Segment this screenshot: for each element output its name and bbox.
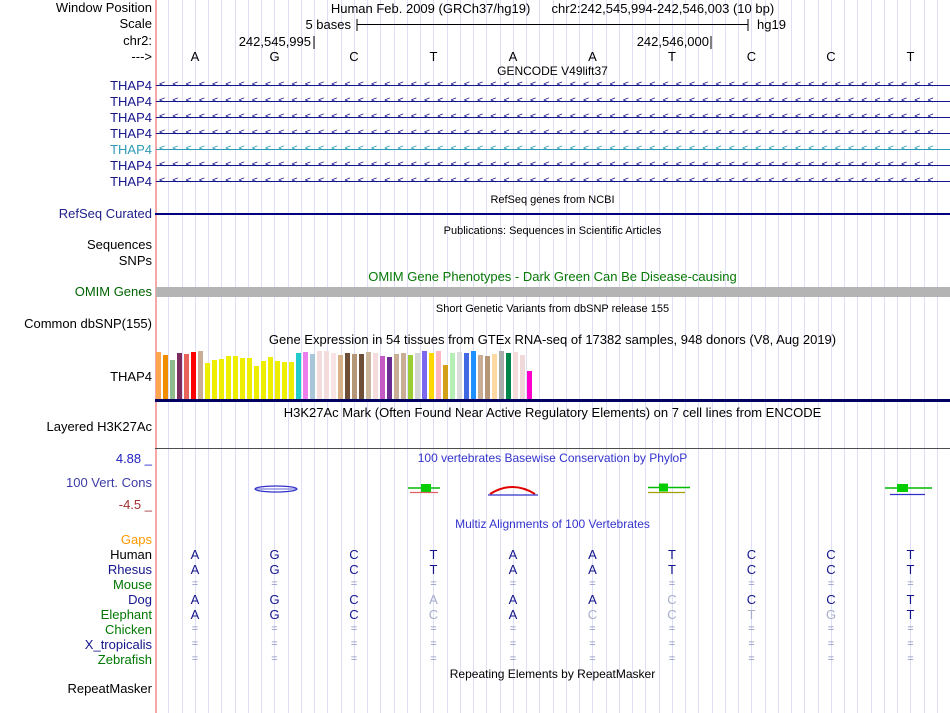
gencode-gene-label[interactable]: THAP4 <box>110 78 152 93</box>
alignment-base: C <box>667 607 677 622</box>
dbsnp-track-title[interactable]: Short Genetic Variants from dbSNP release 155 <box>435 303 670 315</box>
alignment-base: = <box>748 638 755 650</box>
alignment-base: = <box>430 653 437 665</box>
alignment-base: T <box>906 547 915 562</box>
reference-base: A <box>508 49 518 64</box>
alignment-base: = <box>589 623 596 635</box>
alignment-base: = <box>589 638 596 650</box>
alignment-base: A <box>190 547 200 562</box>
alignment-base: = <box>589 653 596 665</box>
alignment-base: A <box>508 592 518 607</box>
alignment-base: = <box>430 638 437 650</box>
alignment-base: A <box>588 547 597 562</box>
h3k27ac-track-title[interactable]: H3K27Ac Mark (Often Found Near Active Regulatory Elements) on 7 cell lines from ENCODE <box>283 405 822 420</box>
alignment-base: = <box>509 623 517 635</box>
track-label-repeatmasker[interactable]: RepeatMasker <box>67 681 152 696</box>
gencode-gene-label[interactable]: THAP4 <box>110 126 152 141</box>
publications-track-title[interactable]: Publications: Sequences in Scientific Articles <box>443 225 662 237</box>
alignment-base: A <box>508 562 518 577</box>
alignment-base: = <box>668 638 676 650</box>
alignment-base: = <box>748 578 755 590</box>
alignment-base: = <box>907 623 914 635</box>
alignment-base: T <box>906 592 915 607</box>
alignment-base: T <box>747 607 756 622</box>
alignment-base: = <box>748 623 755 635</box>
alignment-base: = <box>668 653 676 665</box>
reference-base: G <box>269 49 280 64</box>
alignment-base: A <box>508 607 518 622</box>
phylop-green-box <box>897 484 908 492</box>
coordinate-left: 242,545,995 <box>238 34 311 49</box>
omim-track-title[interactable]: OMIM Gene Phenotypes - Dark Green Can Be Disease-causing <box>368 269 737 284</box>
species-label-rhesus[interactable]: Rhesus <box>107 562 152 577</box>
alignment-base: A <box>588 592 597 607</box>
alignment-base: = <box>668 623 676 635</box>
alignment-base: C <box>826 592 836 607</box>
alignment-base: = <box>191 578 199 590</box>
chrom-label: chr2: <box>123 33 152 48</box>
alignment-base: C <box>746 562 757 577</box>
track-label-omim-genes[interactable]: OMIM Genes <box>74 284 152 299</box>
track-label-layered-h3k27ac[interactable]: Layered H3K27Ac <box>46 419 152 434</box>
alignment-base: C <box>746 592 757 607</box>
gene-direction-arrows: <<<<<<<<<<<<<<<<<<<<<<<<<<<<<<<<<<<<<<<<<<<<<<<<<<<<<<<<<<< <box>159 175 941 186</box>
alignment-base: = <box>191 623 199 635</box>
gene-direction-arrows: <<<<<<<<<<<<<<<<<<<<<<<<<<<<<<<<<<<<<<<<<<<<<<<<<<<<<<<<<<< <box>159 111 941 122</box>
alignment-base: = <box>509 578 517 590</box>
gencode-gene-label[interactable]: THAP4 <box>110 142 152 157</box>
alignment-base: = <box>907 653 914 665</box>
alignment-base: T <box>429 547 438 562</box>
alignment-base: = <box>827 653 835 665</box>
reference-base: A <box>190 49 200 64</box>
species-label-zebrafish[interactable]: Zebrafish <box>97 652 152 667</box>
gencode-gene-label[interactable]: THAP4 <box>110 174 152 189</box>
alignment-base: = <box>430 578 437 590</box>
alignment-base: = <box>509 653 517 665</box>
alignment-base: = <box>350 638 358 650</box>
alignment-base: = <box>430 623 437 635</box>
track-label-snps[interactable]: SNPs <box>118 253 152 268</box>
window-position-label: Window Position <box>55 0 152 15</box>
alignment-base: C <box>349 547 359 562</box>
reference-base: A <box>588 49 597 64</box>
alignment-base: = <box>350 578 358 590</box>
species-label-mouse[interactable]: Mouse <box>112 577 152 592</box>
alignment-base: A <box>429 592 438 607</box>
alignment-base: A <box>190 607 200 622</box>
reference-base: T <box>429 49 438 64</box>
alignment-base: T <box>668 547 676 562</box>
phylop-green-box <box>659 484 668 492</box>
alignment-base: C <box>349 607 359 622</box>
alignment-base: = <box>827 638 835 650</box>
phylop-track-title[interactable]: 100 vertebrates Basewise Conservation by PhyloP <box>417 451 688 465</box>
alignment-base: = <box>748 653 755 665</box>
alignment-base: A <box>508 547 518 562</box>
alignment-base: T <box>906 607 915 622</box>
gtex-track-title[interactable]: Gene Expression in 54 tissues from GTEx RNA-seq of 17382 samples, 948 donors (V8, Aug 2019) <box>268 332 837 347</box>
repeatmasker-track-title[interactable]: Repeating Elements by RepeatMasker <box>449 667 656 681</box>
coordinate-right: 242,546,000 <box>636 34 709 49</box>
phylop-green-box <box>421 484 431 492</box>
phylop-max-value: 4.88 _ <box>115 451 152 466</box>
alignment-base: G <box>269 547 280 562</box>
alignment-base: C <box>826 562 836 577</box>
track-label-common-dbsnp[interactable]: Common dbSNP(155) <box>24 316 152 331</box>
alignment-base: = <box>350 653 358 665</box>
species-label-chicken[interactable]: Chicken <box>105 622 152 637</box>
alignment-base: = <box>907 578 914 590</box>
phylop-red-arc <box>490 487 535 494</box>
assembly-short: hg19 <box>757 17 786 32</box>
scale-value: 5 bases <box>305 17 351 32</box>
alignment-base: G <box>825 607 837 622</box>
alignment-base: C <box>349 592 359 607</box>
alignment-base: A <box>190 562 200 577</box>
alignment-base: = <box>271 578 278 590</box>
gene-direction-arrows: <<<<<<<<<<<<<<<<<<<<<<<<<<<<<<<<<<<<<<<<<<<<<<<<<<<<<<<<<<< <box>159 127 941 138</box>
gene-direction-arrows: <<<<<<<<<<<<<<<<<<<<<<<<<<<<<<<<<<<<<<<<<<<<<<<<<<<<<<<<<<< <box>159 95 941 106</box>
alignment-base: T <box>906 562 915 577</box>
strand-direction-label[interactable]: ---> <box>131 49 152 64</box>
gene-direction-arrows: <<<<<<<<<<<<<<<<<<<<<<<<<<<<<<<<<<<<<<<<<<<<<<<<<<<<<<<<<<< <box>159 159 941 170</box>
alignment-base: C <box>349 562 359 577</box>
alignment-base: = <box>191 638 199 650</box>
species-label-human[interactable]: Human <box>110 547 152 562</box>
reference-base: T <box>668 49 676 64</box>
alignment-base: C <box>746 547 757 562</box>
species-label-dog[interactable]: Dog <box>128 592 152 607</box>
gene-direction-arrows: <<<<<<<<<<<<<<<<<<<<<<<<<<<<<<<<<<<<<<<<<<<<<<<<<<<<<<<<<<< <box>159 79 941 90</box>
alignment-base: T <box>429 562 438 577</box>
alignment-base: G <box>269 592 280 607</box>
track-label-100-vert-cons[interactable]: 100 Vert. Cons <box>66 475 152 490</box>
alignment-base: A <box>588 562 597 577</box>
alignment-base: = <box>589 578 596 590</box>
alignment-base: = <box>271 653 278 665</box>
alignment-base: = <box>907 638 914 650</box>
track-label-gtex-thap4[interactable]: THAP4 <box>110 369 152 384</box>
alignment-base: C <box>667 592 677 607</box>
alignment-base: = <box>271 623 278 635</box>
alignment-base: G <box>269 562 280 577</box>
alignment-base: C <box>587 607 598 622</box>
alignment-base: A <box>190 592 200 607</box>
gencode-gene-label[interactable]: THAP4 <box>110 110 152 125</box>
alignment-base: = <box>271 638 278 650</box>
scale-label: Scale <box>119 16 152 31</box>
alignment-base: G <box>269 607 280 622</box>
multiz-track-title[interactable]: Multiz Alignments of 100 Vertebrates <box>455 517 650 531</box>
alignment-base: = <box>668 578 676 590</box>
species-label-gaps[interactable]: Gaps <box>120 532 152 547</box>
species-label-elephant[interactable]: Elephant <box>100 607 152 622</box>
alignment-base: T <box>668 562 676 577</box>
reference-base: C <box>746 49 757 64</box>
reference-base: T <box>906 49 915 64</box>
gene-direction-arrows: <<<<<<<<<<<<<<<<<<<<<<<<<<<<<<<<<<<<<<<<<<<<<<<<<<<<<<<<<<< <box>159 143 941 154</box>
refseq-track-title[interactable]: RefSeq genes from NCBI <box>490 194 615 206</box>
gencode-gene-label[interactable]: THAP4 <box>110 94 152 109</box>
gencode-gene-label[interactable]: THAP4 <box>110 158 152 173</box>
alignment-base: = <box>191 653 199 665</box>
assembly-title: Human Feb. 2009 (GRCh37/hg19) <box>330 1 531 16</box>
track-label-sequences[interactable]: Sequences <box>86 237 152 252</box>
alignment-base: C <box>428 607 439 622</box>
position-range: chr2:242,545,994-242,546,003 (10 bp) <box>551 1 775 16</box>
alignment-base: C <box>826 547 836 562</box>
alignment-base: = <box>827 578 835 590</box>
alignment-base: = <box>350 623 358 635</box>
gencode-track-title[interactable]: GENCODE V49lift37 <box>497 64 608 78</box>
alignment-base: = <box>827 623 835 635</box>
alignment-base: = <box>509 638 517 650</box>
phylop-min-value: -4.5 _ <box>118 497 152 512</box>
reference-base: C <box>826 49 836 64</box>
species-label-x_tropicalis[interactable]: X_tropicalis <box>84 637 152 652</box>
track-label-refseq-curated[interactable]: RefSeq Curated <box>58 206 152 221</box>
reference-base: C <box>349 49 359 64</box>
